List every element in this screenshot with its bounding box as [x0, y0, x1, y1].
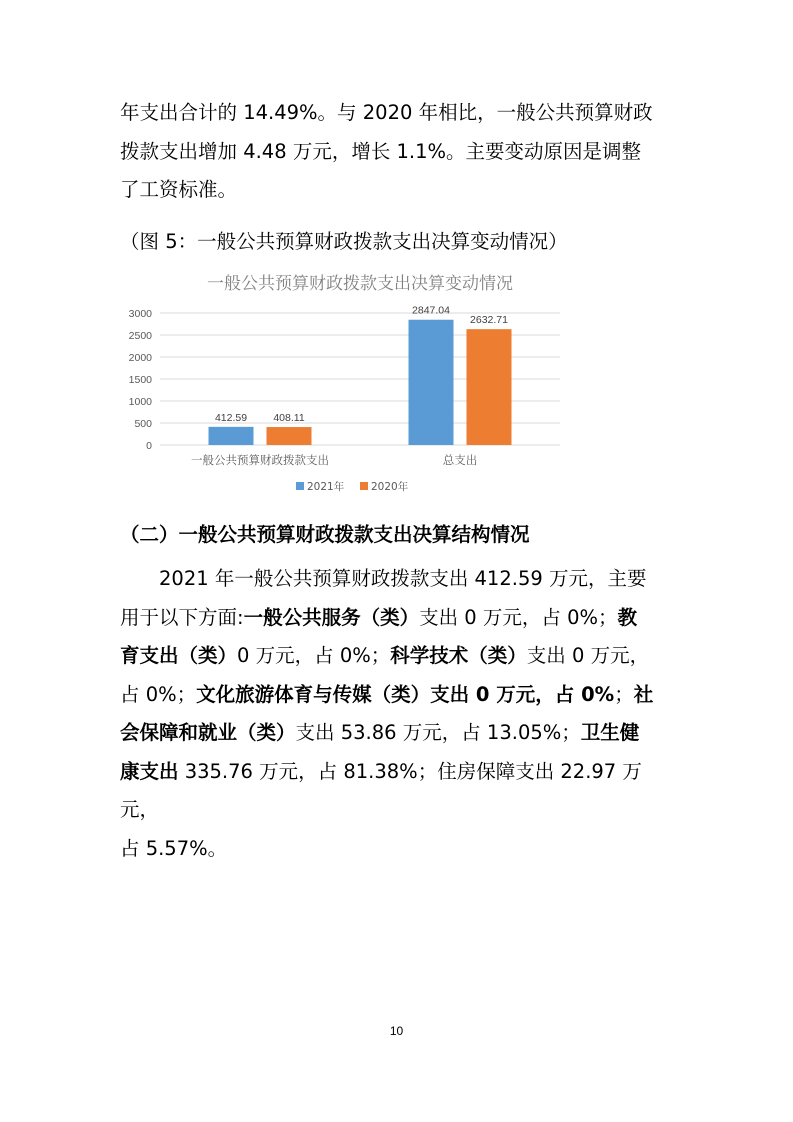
text-line: 了工资标准。	[120, 178, 238, 201]
y-tick-label: 1500	[128, 374, 152, 386]
chart-title: 一般公共预算财政拨款支出决算变动情况	[207, 274, 513, 294]
data-label: 412.59	[214, 411, 248, 424]
text-line: 2021 年一般公共预算财政拨款支出 412.59 万元，主要	[159, 567, 647, 590]
bar	[209, 427, 254, 445]
text-line: 康支出 335.76 万元，占 81.38%；住房保障支出 22.97 万元，	[120, 759, 642, 821]
y-tick-label: 2500	[128, 330, 152, 342]
data-label: 2632.71	[470, 314, 508, 327]
paragraph-bottom	[120, 560, 680, 868]
bar	[409, 320, 454, 445]
section-heading: （二）一般公共预算财政拨款支出决算结构情况	[120, 523, 530, 546]
bar-chart	[120, 265, 570, 505]
page-number: 10	[389, 1024, 404, 1038]
text-line: 会保障和就业（类）支出 53.86 万元，占 13.05%；卫生健	[120, 721, 640, 744]
text-line: 占 0%；文化旅游体育与传媒（类）支出 0 万元，占 0%；社	[120, 682, 654, 706]
y-tick-label: 2000	[128, 352, 152, 364]
y-tick-label: 500	[134, 418, 152, 430]
y-tick-label: 0	[146, 440, 152, 452]
y-tick-label: 1000	[128, 396, 152, 408]
x-tick-label: 总支出	[442, 453, 478, 467]
legend-label: 2021年	[307, 481, 345, 493]
x-tick-label: 一般公共预算财政拨款支出	[191, 453, 329, 467]
figure-caption: （图 5：一般公共预算财政拨款支出决算变动情况）	[120, 230, 568, 253]
data-label: 408.11	[273, 412, 305, 425]
text-line: 用于以下方面:一般公共服务（类）支出 0 万元，占 0%；教	[120, 605, 638, 629]
legend-label: 2020年	[371, 481, 409, 493]
y-tick-label: 3000	[128, 308, 152, 320]
text-line: 拨款支出增加 4.48 万元，增长 1.1%。主要变动原因是调整	[120, 139, 642, 163]
paragraph-top	[120, 94, 680, 210]
text-line: 占 5.57%。	[120, 836, 228, 860]
text-line: 年支出合计的 14.49%。与 2020 年相比，一般公共预算财政	[120, 101, 653, 124]
legend-swatch	[296, 482, 304, 490]
bar	[467, 329, 512, 445]
bar	[267, 427, 312, 445]
text-line: 育支出（类）0 万元，占 0%；科学技术（类）支出 0 万元，	[120, 644, 650, 667]
data-label: 2847.04	[412, 304, 450, 317]
legend-swatch	[360, 482, 368, 490]
